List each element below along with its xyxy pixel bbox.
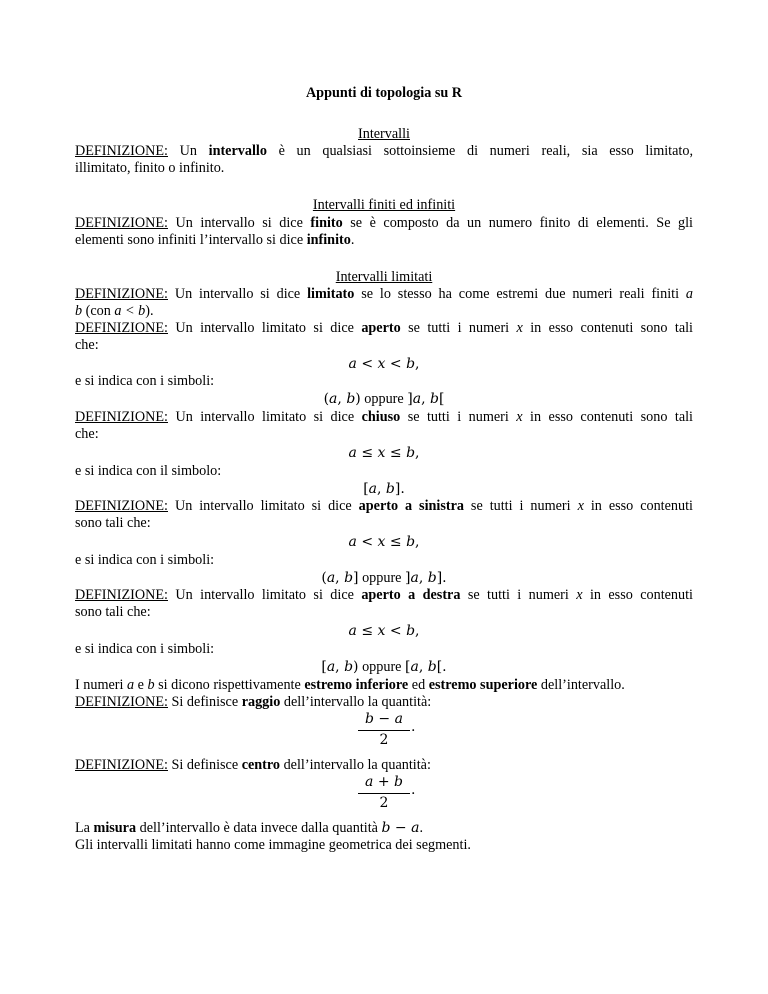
- formula-aperto-sinistra: a < x ≤ b,: [348, 534, 420, 550]
- definition-intervallo: DEFINIZIONE: Un intervallo è un qualsiasi sottoinsieme di numeri reali, sia esso limitato,: [75, 143, 694, 159]
- definition-intervallo-cont: illimitato, finito o infinito.: [75, 160, 225, 176]
- fraction-denominator: 2: [379, 732, 389, 748]
- fraction-numerator: b − a: [365, 711, 403, 727]
- estremi-paragraph: I numeri a e b si dicono rispettivamente estremo inferiore ed estremo superiore dell’intervallo.: [75, 677, 625, 693]
- formula-aperto: a < x < b,: [348, 356, 420, 372]
- definition-centro: DEFINIZIONE: Si definisce centro dell’intervallo la quantità:: [75, 757, 431, 773]
- section-heading-intervalli: Intervalli: [358, 126, 410, 142]
- fraction-bar: [358, 793, 410, 794]
- definition-label: DEFINIZIONE:: [75, 143, 168, 159]
- notation-chiuso: [a, b].: [363, 481, 405, 497]
- definition-aperto-sinistra: DEFINIZIONE: Un intervallo limitato si dice aperto a sinistra se tutti i numeri x in esso contenuti: [75, 498, 693, 514]
- section-heading-finiti: Intervalli finiti ed infiniti: [312, 197, 456, 213]
- fraction-raggio: [75, 711, 693, 751]
- fraction-numerator: a + b: [365, 774, 403, 790]
- notation-intro-aperto-sinistra: e si indica con i simboli:: [75, 552, 215, 568]
- definition-finito: DEFINIZIONE: Un intervallo si dice finito se è composto da un numero finito di elementi. Se gli: [75, 215, 693, 231]
- page-title: Appunti di topologia su R: [305, 85, 463, 101]
- definition-chiuso: DEFINIZIONE: Un intervallo limitato si dice chiuso se tutti i numeri x in esso contenuti sono tali: [75, 409, 693, 425]
- definition-raggio: DEFINIZIONE: Si definisce raggio dell’intervallo la quantità:: [75, 694, 432, 710]
- misura-formula: b − a: [381, 820, 420, 836]
- notation-aperto-sinistra: (a, b] oppure ]a, b].: [321, 570, 447, 586]
- definition-limitato: DEFINIZIONE: Un intervallo si dice limitato se lo stesso ha come estremi due numeri reali finiti a: [75, 286, 693, 302]
- definition-limitato-cont: b (con a < b).: [75, 303, 154, 319]
- segmenti-paragraph: Gli intervalli limitati hanno come immagine geometrica dei segmenti.: [75, 837, 471, 853]
- section-heading-limitati: Intervalli limitati: [335, 269, 433, 285]
- fraction-denominator: 2: [379, 795, 389, 811]
- notation-aperto: (a, b) oppure ]a, b[: [323, 391, 445, 407]
- notation-intro-aperto-destra: e si indica con i simboli:: [75, 641, 215, 657]
- formula-aperto-destra: a ≤ x < b,: [348, 623, 420, 639]
- definition-finito-cont: elementi sono infiniti l’intervallo si dice infinito.: [75, 232, 355, 248]
- definition-aperto-cont: che:: [75, 337, 99, 353]
- notation-aperto-destra: [a, b) oppure [a, b[.: [321, 659, 447, 675]
- fraction-dot: .: [411, 782, 416, 798]
- formula-chiuso: a ≤ x ≤ b,: [348, 445, 420, 461]
- definition-aperto: DEFINIZIONE: Un intervallo limitato si dice aperto se tutti i numeri x in esso contenuti sono tali: [75, 320, 693, 336]
- misura-paragraph: La misura dell’intervallo è data invece dalla quantità b − a.: [75, 820, 424, 836]
- fraction-bar: [358, 730, 410, 731]
- notation-intro-aperto: e si indica con i simboli:: [75, 373, 215, 389]
- fraction-dot: .: [411, 719, 416, 735]
- fraction-centro: [75, 774, 693, 814]
- definition-aperto-sinistra-cont: sono tali che:: [75, 515, 151, 531]
- definition-chiuso-cont: che:: [75, 426, 99, 442]
- definition-aperto-destra-cont: sono tali che:: [75, 604, 151, 620]
- definition-aperto-destra: DEFINIZIONE: Un intervallo limitato si dice aperto a destra se tutti i numeri x in esso contenuti: [75, 587, 693, 603]
- notation-intro-chiuso: e si indica con il simbolo:: [75, 463, 222, 479]
